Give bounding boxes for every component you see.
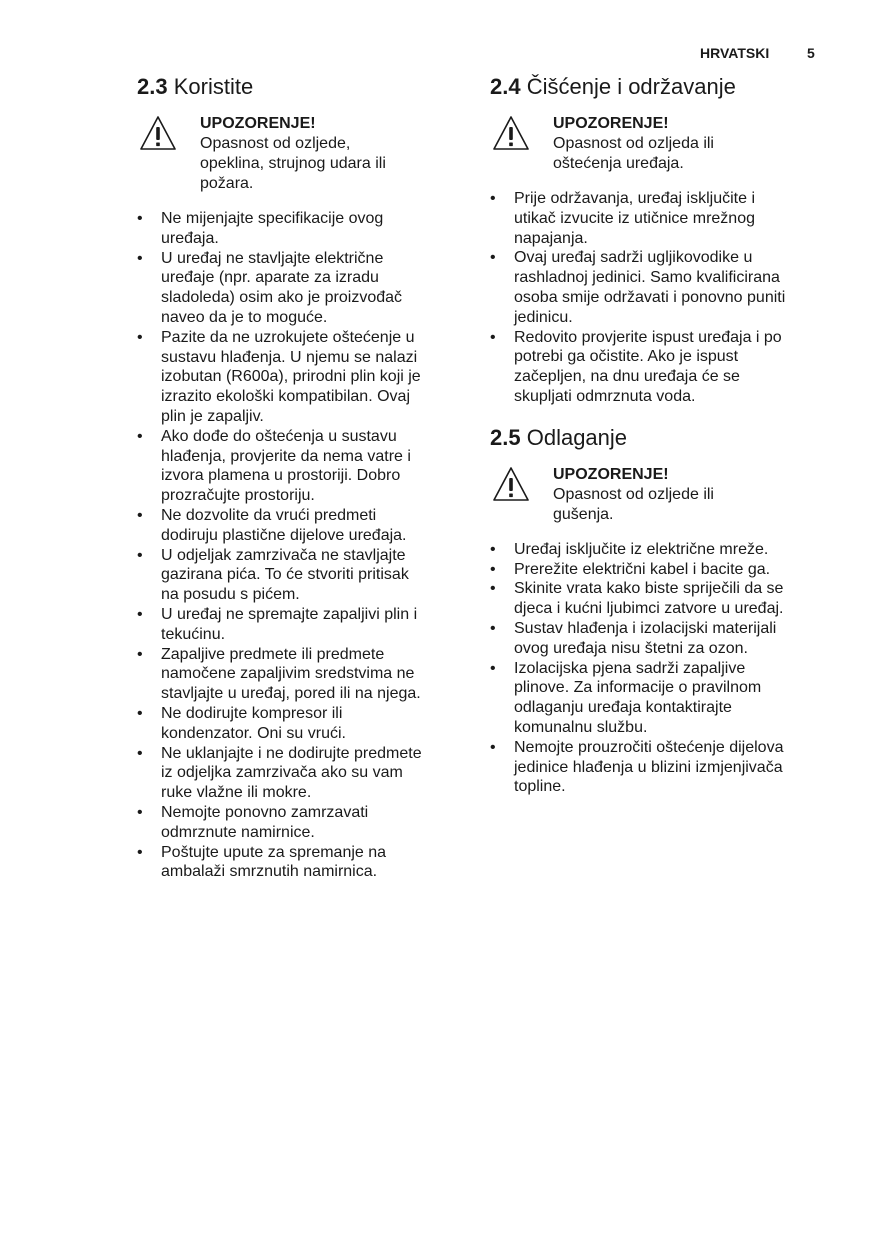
- bullet: •: [137, 427, 143, 445]
- bullet: •: [137, 843, 143, 861]
- bullet: •: [490, 249, 496, 267]
- list-item-line: djeca i kućni ljubimci zatvore u uređaj.: [514, 600, 784, 618]
- list-item-line: ovog uređaja nisu štetni za ozon.: [514, 639, 748, 657]
- warning-text-line: Opasnost od ozljede ili: [553, 485, 714, 503]
- list-item-line: plin je zapaljiv.: [161, 407, 264, 425]
- bullet: •: [137, 704, 143, 722]
- list-item-line: prozračujte prostoriju.: [161, 487, 315, 505]
- list-item-line: Skinite vrata kako biste spriječili da se: [514, 580, 784, 598]
- section-2-3-koristite: [137, 72, 455, 882]
- warning-text-line: požara.: [200, 175, 254, 192]
- bullet: •: [490, 659, 496, 677]
- list-item-line: uređaje (npr. aparate za izradu: [161, 269, 379, 287]
- section-title: Čišćenje i održavanje: [526, 74, 736, 99]
- bullet: •: [490, 540, 496, 558]
- list-item: [137, 744, 455, 803]
- list-item-line: izvora plamena u prostoriji. Dobro: [161, 467, 401, 485]
- list-item: [137, 704, 455, 744]
- list-item: [137, 843, 455, 883]
- bullet: •: [490, 190, 496, 207]
- list-item-line: iz odjeljka zamrzivača ako su vam: [161, 764, 403, 782]
- page-header: [0, 45, 874, 65]
- list-item-line: jedinice hlađenja u blizini izmjenjivača: [514, 758, 783, 776]
- section-2-4-ciscenje: [490, 72, 820, 407]
- bullet: •: [137, 645, 143, 663]
- list-item-line: Redovito provjerite ispust uređaja i po: [514, 328, 782, 346]
- list-item-line: Ne dozvolite da vrući predmeti: [161, 506, 377, 524]
- page-number: 5: [807, 45, 815, 61]
- list-item-line: U uređaj ne stavljajte električne: [161, 249, 384, 267]
- section-title: Odlaganje: [526, 424, 628, 450]
- list-item-line: Poštujte upute za spremanje na: [161, 843, 387, 861]
- bullet: •: [137, 605, 143, 623]
- list-item: [490, 189, 820, 248]
- list-item: [137, 427, 455, 506]
- bullet: •: [137, 803, 143, 821]
- warning-box: [490, 114, 820, 174]
- list-item: [137, 546, 455, 605]
- warning-box: [490, 465, 820, 525]
- list-item-line: napajanja.: [514, 229, 588, 247]
- list-item: [490, 540, 820, 560]
- list-item-line: Ne mijenjajte specifikacije ovog: [161, 210, 384, 227]
- list-item: [137, 328, 455, 427]
- list-item-line: izrazito ekološki kompatibilan. Ovaj: [161, 388, 410, 406]
- warning-text-line: gušenja.: [553, 505, 614, 523]
- list-item-line: dodiruju plastične dijelove uređaja.: [161, 526, 407, 544]
- section-title: Koristite: [173, 74, 254, 99]
- list-item: [137, 605, 455, 645]
- list-item-line: tekućinu.: [161, 625, 226, 643]
- list-item: [490, 328, 820, 407]
- section-number: 2.3: [137, 74, 168, 99]
- list-item-line: kondenzator. Oni su vrući.: [161, 724, 346, 742]
- warning-title: UPOZORENJE!: [553, 465, 669, 483]
- list-item-line: skupljati odmrznuta voda.: [514, 387, 696, 405]
- list-item: [137, 506, 455, 546]
- section-heading: [490, 423, 820, 453]
- list-item-line: Prije održavanja, uređaj isključite i: [514, 190, 755, 207]
- list-item-line: Nemojte prouzročiti oštećenje dijelova: [514, 738, 784, 756]
- list-item-line: rashladnoj jedinici. Samo kvalificirana: [514, 269, 780, 287]
- list-item-line: plinove. Za informacije o pravilnom: [514, 679, 762, 697]
- list-item: [137, 803, 455, 843]
- list-item-line: sustavu hlađenja. U njemu se nalazi: [161, 348, 418, 366]
- list-item-line: potrebi ga očistite. Ako je ispust: [514, 348, 739, 366]
- list-item-line: Prerežite električni kabel i bacite ga.: [514, 560, 771, 578]
- list-item: [490, 579, 820, 619]
- section-2-5-odlaganje: [490, 423, 820, 797]
- bullet-list: [490, 540, 820, 797]
- list-item-line: gazirana pića. To će stvoriti pritisak: [161, 566, 409, 584]
- warning-text-line: oštećenja uređaja.: [553, 155, 684, 172]
- list-item-line: osoba smije održavati i ponovno puniti: [514, 288, 786, 306]
- list-item-line: odlaganju uređaja kontaktirajte: [514, 699, 732, 717]
- header-language: HRVATSKI: [700, 45, 770, 61]
- list-item: [137, 249, 455, 328]
- bullet: •: [137, 249, 143, 267]
- warning-box: [137, 114, 455, 194]
- list-item: [490, 619, 820, 659]
- list-item-line: Izolacijska pjena sadrži zapaljive: [514, 659, 746, 677]
- section-number: 2.5: [490, 424, 521, 450]
- list-item-line: topline.: [514, 778, 566, 796]
- section-number: 2.4: [490, 74, 521, 99]
- list-item-line: ruke vlažne ili mokre.: [161, 784, 312, 802]
- list-item-line: ambalaži smrznutih namirnica.: [161, 863, 378, 881]
- list-item-line: U odjeljak zamrzivača ne stavljajte: [161, 546, 406, 564]
- warning-triangle-icon: [492, 115, 530, 151]
- list-item-line: Pazite da ne uzrokujete oštećenje u: [161, 328, 415, 346]
- bullet: •: [490, 560, 496, 578]
- list-item-line: stavljajte u uređaj, pored ili na njega.: [161, 685, 421, 703]
- bullet-list: [490, 189, 820, 407]
- list-item-line: U uređaj ne spremajte zapaljivi plin i: [161, 605, 418, 623]
- list-item-line: Nemojte ponovno zamrzavati: [161, 803, 369, 821]
- list-item-line: Ne uklanjajte i ne dodirujte predmete: [161, 744, 422, 762]
- bullet: •: [137, 328, 143, 346]
- bullet: •: [490, 738, 496, 756]
- list-item: [490, 659, 820, 738]
- bullet: •: [490, 580, 496, 598]
- list-item-line: izobutan (R600a), prirodni plin koji je: [161, 368, 421, 386]
- right-column: [490, 72, 820, 797]
- bullet: •: [137, 546, 143, 564]
- list-item-line: Ako dođe do oštećenja u sustavu: [161, 427, 397, 445]
- list-item-line: namočene zapaljivim sredstvima ne: [161, 665, 415, 683]
- warning-text-line: Opasnost od ozljede,: [200, 135, 351, 152]
- left-column: [137, 72, 455, 882]
- warning-title: UPOZORENJE!: [553, 115, 669, 132]
- list-item-line: sladoleda) osim ako je proizvođač: [161, 289, 403, 307]
- section-heading: [137, 72, 455, 102]
- section-heading: [490, 72, 820, 102]
- list-item-line: Uređaj isključite iz električne mreže.: [514, 540, 769, 558]
- warning-text-line: Opasnost od ozljeda ili: [553, 135, 714, 152]
- bullet: •: [490, 619, 496, 637]
- warning-triangle-icon: [492, 466, 530, 502]
- bullet: •: [137, 744, 143, 762]
- list-item-line: Ne dodirujte kompresor ili: [161, 704, 343, 722]
- list-item: [490, 738, 820, 797]
- warning-triangle-icon: [139, 115, 177, 151]
- list-item-line: Sustav hlađenja i izolacijski materijali: [514, 619, 777, 637]
- bullet: •: [137, 210, 143, 227]
- list-item-line: komunalnu službu.: [514, 718, 648, 736]
- warning-text-line: opeklina, strujnog udara ili: [200, 155, 386, 172]
- bullet: •: [137, 506, 143, 524]
- list-item-line: utikač izvucite iz utičnice mrežnog: [514, 209, 755, 227]
- list-item: [137, 209, 455, 249]
- list-item: [137, 645, 455, 704]
- bullet: •: [490, 328, 496, 346]
- list-item-line: naveo da je to moguće.: [161, 308, 328, 326]
- list-item-line: uređaja.: [161, 229, 219, 247]
- list-item: [490, 560, 820, 580]
- warning-title: UPOZORENJE!: [200, 115, 316, 132]
- list-item-line: odmrznute namirnice.: [161, 823, 315, 841]
- bullet-list: [137, 209, 455, 882]
- list-item-line: hlađenja, provjerite da nema vatre i: [161, 447, 411, 465]
- list-item-line: jedinicu.: [514, 308, 573, 326]
- list-item-line: Ovaj uređaj sadrži ugljikovodike u: [514, 249, 753, 267]
- list-item-line: Zapaljive predmete ili predmete: [161, 645, 385, 663]
- list-item: [490, 248, 820, 327]
- list-item-line: začepljen, na dnu uređaja će se: [514, 368, 740, 386]
- list-item-line: na posudu s pićem.: [161, 586, 300, 604]
